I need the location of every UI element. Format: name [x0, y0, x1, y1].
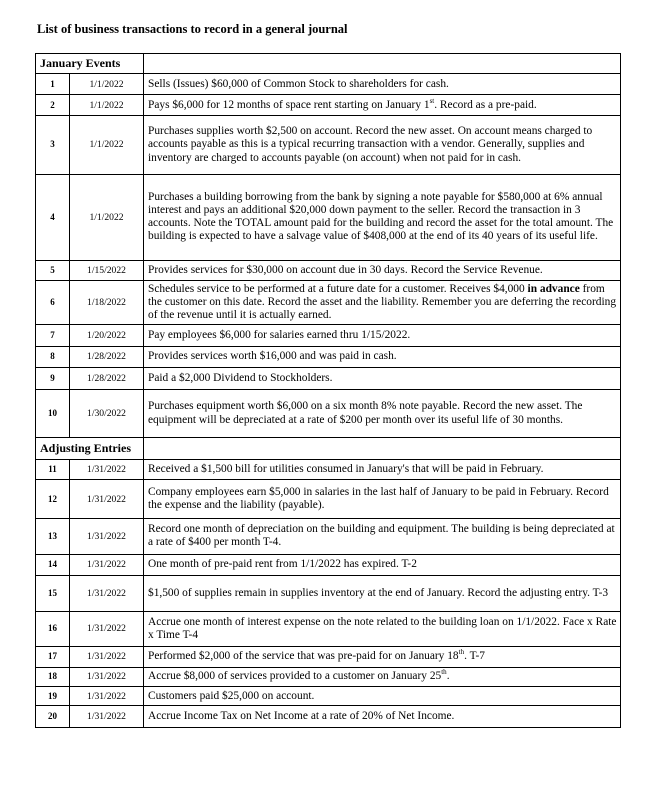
section-heading-blank-cell [144, 54, 621, 74]
table-row [36, 647, 621, 667]
description-text: Purchases equipment worth $6,000 on a six month 8% note payable. Record the new asset. The equipment will be depreciated at a rate of $200 per month over its useful life of 30 months. [148, 400, 583, 426]
table-row [36, 346, 621, 368]
transaction-description [144, 459, 621, 479]
transaction-description [144, 260, 621, 280]
transactions-table [35, 53, 621, 728]
transaction-date: 1/31/2022 [70, 554, 144, 576]
transaction-number: 16 [36, 611, 70, 647]
document-title: List of business transactions to record in a general journal [37, 22, 348, 36]
transaction-number: 1 [36, 74, 70, 94]
transaction-number: 10 [36, 389, 70, 437]
transaction-description [144, 480, 621, 519]
table-row [36, 389, 621, 437]
description-text: Purchases a building borrowing from the bank by signing a note payable for $580,000 at 6% annual interest and pays an additional $20,000 down payment to the seller. Record the transaction in 3 accounts. Note the TOTAL amount paid for the building and record the asset for the total amount. The building is expected to have a salvage value of $408,000 at the end of its 40 years of its useful life. [148, 190, 614, 243]
transaction-date: 1/1/2022 [70, 94, 144, 116]
transaction-date: 1/31/2022 [70, 459, 144, 479]
table-row [36, 519, 621, 555]
description-text: Accrue one month of interest expense on the note related to the building loan on 1/1/2022. Face x Rate x Time T-4 [148, 615, 617, 641]
table-row [36, 325, 621, 347]
table-row [36, 611, 621, 647]
section-heading: Adjusting Entries [36, 438, 144, 460]
emphasis-text: in advance [527, 282, 580, 295]
transaction-number: 4 [36, 174, 70, 260]
transaction-description [144, 281, 621, 325]
table-row [36, 686, 621, 705]
transaction-date: 1/1/2022 [70, 74, 144, 94]
transaction-date: 1/31/2022 [70, 647, 144, 667]
transaction-description [144, 325, 621, 347]
transaction-date: 1/31/2022 [70, 576, 144, 612]
description-text: Performed $2,000 of the service that was pre-paid for on January 18 [148, 650, 459, 663]
section-heading-row [36, 438, 621, 460]
table-row [36, 554, 621, 576]
transaction-number: 9 [36, 368, 70, 390]
description-text: Received a $1,500 bill for utilities consumed in January's that will be paid in February. [148, 462, 544, 475]
description-text: Provides services worth $16,000 and was paid in cash. [148, 350, 397, 363]
transaction-number: 7 [36, 325, 70, 347]
table-row [36, 116, 621, 174]
transaction-date: 1/1/2022 [70, 116, 144, 174]
table-row [36, 576, 621, 612]
transaction-description [144, 647, 621, 667]
table-row [36, 260, 621, 280]
transaction-description [144, 74, 621, 94]
transaction-description [144, 576, 621, 612]
description-text: Pays $6,000 for 12 months of space rent starting on January 1 [148, 98, 430, 111]
transaction-date: 1/15/2022 [70, 260, 144, 280]
transaction-number: 12 [36, 480, 70, 519]
transaction-number: 2 [36, 94, 70, 116]
transaction-date: 1/31/2022 [70, 480, 144, 519]
transaction-number: 8 [36, 346, 70, 368]
description-text: $1,500 of supplies remain in supplies inventory at the end of January. Record the adjusting entry. T-3 [148, 586, 609, 599]
description-text: Pay employees $6,000 for salaries earned thru 1/15/2022. [148, 328, 411, 341]
transaction-date: 1/31/2022 [70, 667, 144, 686]
description-text: Sells (Issues) $60,000 of Common Stock to shareholders for cash. [148, 77, 449, 90]
ordinal-suffix: st [429, 96, 435, 105]
section-heading-blank-cell [144, 438, 621, 460]
table-row [36, 368, 621, 390]
ordinal-suffix: th [441, 668, 447, 677]
transaction-number: 6 [36, 281, 70, 325]
description-text: . Record as a pre-paid. [434, 98, 537, 111]
description-text: Purchases supplies worth $2,500 on account. Record the new asset. On account means charged to accounts payable as this is a typical recurring transaction with a vendor. Generally, supplies and inventory are charged to accounts payable (on account) when not paid for in cash. [148, 125, 593, 164]
transaction-number: 13 [36, 519, 70, 555]
transaction-description [144, 174, 621, 260]
transaction-number: 3 [36, 116, 70, 174]
description-text: . [446, 670, 450, 683]
table-row [36, 706, 621, 728]
table-row [36, 480, 621, 519]
table-row [36, 459, 621, 479]
table-row [36, 174, 621, 260]
description-text: Paid a $2,000 Dividend to Stockholders. [148, 372, 333, 384]
description-text: Accrue $8,000 of services provided to a customer on January 25 [148, 670, 442, 683]
transaction-description [144, 667, 621, 686]
description-text: One month of pre-paid rent from 1/1/2022 has expired. T-2 [148, 558, 417, 571]
table-row [36, 94, 621, 116]
transaction-date: 1/31/2022 [70, 686, 144, 705]
transaction-description [144, 686, 621, 705]
transaction-description [144, 116, 621, 174]
transaction-number: 19 [36, 686, 70, 705]
transaction-date: 1/28/2022 [70, 368, 144, 390]
transaction-description [144, 368, 621, 390]
transaction-description [144, 346, 621, 368]
transaction-description [144, 94, 621, 116]
table-row [36, 74, 621, 94]
transaction-number: 5 [36, 260, 70, 280]
section-heading: January Events [36, 54, 144, 74]
transaction-description [144, 389, 621, 437]
ordinal-suffix: th [458, 648, 465, 657]
transaction-description [144, 706, 621, 728]
description-text: Schedules service to be performed at a future date for a customer. Receives $4,000 [148, 282, 528, 295]
transaction-number: 15 [36, 576, 70, 612]
table-row [36, 281, 621, 325]
description-text: Provides services for $30,000 on account due in 30 days. Record the Service Revenue. [148, 263, 543, 276]
description-text: . T-7 [464, 650, 485, 663]
description-text: Record one month of depreciation on the building and equipment. The building is being depreciated at a rate of $400 per month T-4. [148, 523, 615, 549]
transaction-date: 1/31/2022 [70, 611, 144, 647]
transaction-date: 1/28/2022 [70, 346, 144, 368]
description-text: Company employees earn $5,000 in salaries in the last half of January to be paid in February. Record the expense and the liability (payable). [148, 485, 609, 512]
description-text: Accrue Income Tax on Net Income at a rate of 20% of Net Income. [148, 710, 455, 723]
transaction-number: 14 [36, 554, 70, 576]
transaction-description [144, 611, 621, 647]
transaction-number: 17 [36, 647, 70, 667]
transaction-number: 11 [36, 459, 70, 479]
transaction-number: 18 [36, 667, 70, 686]
transaction-date: 1/18/2022 [70, 281, 144, 325]
description-text: from the customer on this date. Record the asset and the liability. Remember you are deferring the recording of the revenue until it is actually earned. [148, 282, 617, 322]
transaction-date: 1/31/2022 [70, 706, 144, 728]
transaction-date: 1/31/2022 [70, 519, 144, 555]
transaction-date: 1/1/2022 [70, 174, 144, 260]
transaction-number: 20 [36, 706, 70, 728]
transaction-description [144, 519, 621, 555]
transaction-date: 1/20/2022 [70, 325, 144, 347]
section-heading-row [36, 54, 621, 74]
table-row [36, 667, 621, 686]
transaction-date: 1/30/2022 [70, 389, 144, 437]
transaction-description [144, 554, 621, 576]
description-text: Customers paid $25,000 on account. [148, 689, 315, 702]
